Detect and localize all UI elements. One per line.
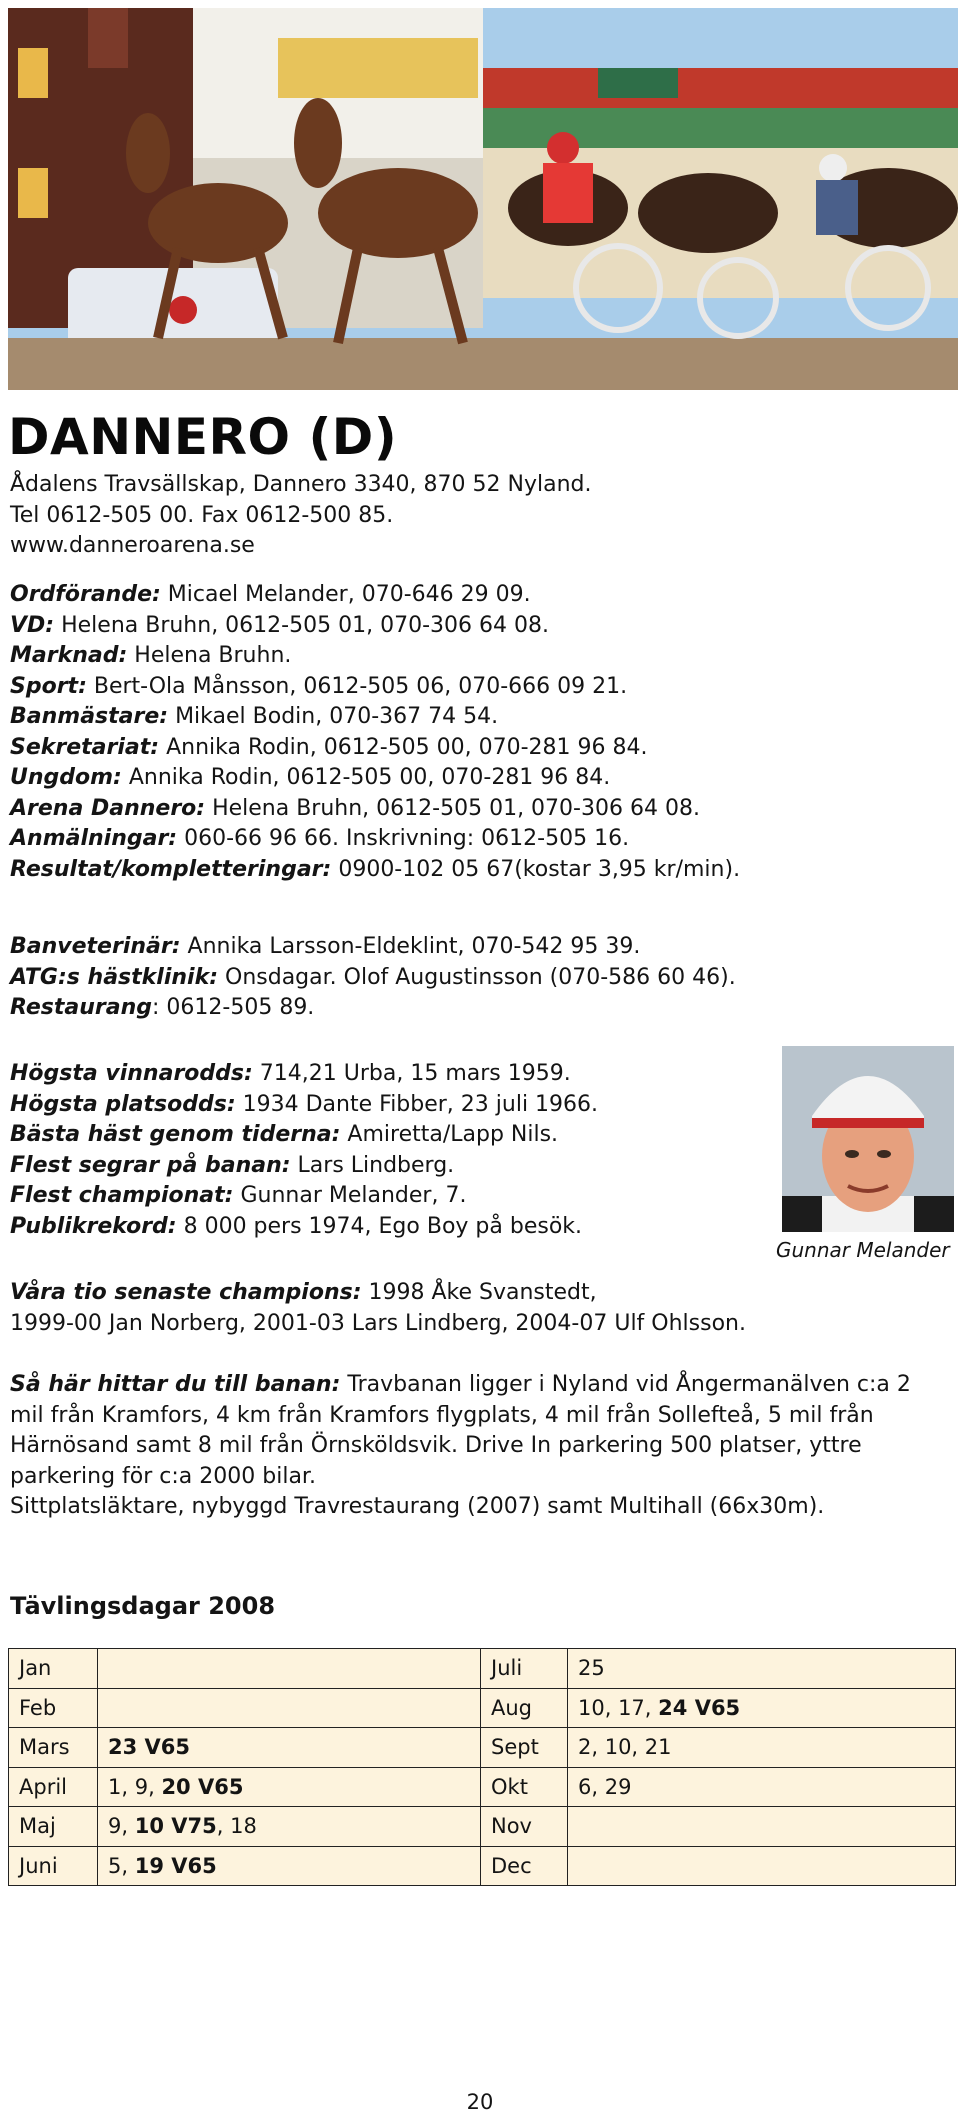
address-block — [10, 470, 592, 562]
record-line: Högsta platsodds: 1934 Dante Fibber, 23 juli 1966. — [10, 1091, 599, 1117]
contact-line: Marknad: Helena Bruhn. — [10, 643, 292, 668]
dates-cell — [568, 1688, 956, 1728]
record-line: Bästa häst genom tiderna: Amiretta/Lapp Nils. — [10, 1122, 559, 1147]
v-race-date: 20 V65 — [161, 1774, 244, 1799]
contacts-block — [10, 580, 740, 885]
dates-cell — [568, 1728, 956, 1768]
race-days-table — [8, 1648, 956, 1886]
v-race-date: 23 V65 — [108, 1735, 191, 1760]
address-line: Ådalens Travsällskap, Dannero 3340, 870 52 Nyland. — [10, 472, 592, 497]
record-line: Publikrekord: 8 000 pers 1974, Ego Boy på besök. — [10, 1213, 583, 1239]
race-date: 25 — [578, 1656, 605, 1681]
phone-fax-line: Tel 0612-505 00. Fax 0612-500 85. — [10, 502, 394, 528]
race-date: 9, — [108, 1814, 135, 1839]
contact-line: Resultat/kompletteringar: 0900-102 05 67(kostar 3,95 kr/min). — [10, 856, 741, 882]
contact-line: Sport: Bert-Ola Månsson, 0612-505 06, 070-666 09 21. — [10, 673, 628, 699]
dates-cell — [568, 1807, 956, 1847]
schedule-row — [9, 1767, 956, 1807]
v-race-date: 10 V75 — [134, 1814, 217, 1839]
records-block — [10, 1059, 598, 1242]
race-date: 1, 9, — [108, 1774, 162, 1799]
dates-cell — [98, 1767, 481, 1807]
schedule-row — [9, 1846, 956, 1886]
dates-cell — [98, 1807, 481, 1847]
portrait-caption: Gunnar Melander — [776, 1238, 950, 1262]
page-title: DANNERO (D) — [8, 408, 398, 466]
race-date: 10, 17, — [578, 1695, 659, 1720]
contact-line: Ungdom: Annika Rodin, 0612-505 00, 070-281 96 84. — [10, 765, 611, 790]
race-date: 2, 10, 21 — [578, 1735, 672, 1760]
schedule-row — [9, 1649, 956, 1689]
champions-block — [10, 1278, 746, 1339]
contact-line: Arena Dannero: Helena Bruhn, 0612-505 01, 070-306 64 08. — [10, 795, 700, 821]
month-cell: April — [9, 1767, 98, 1807]
contact-line: Anmälningar: 060-66 96 66. Inskrivning: 0612-505 16. — [10, 826, 630, 851]
month-cell: Juli — [481, 1649, 568, 1689]
month-cell: Dec — [481, 1846, 568, 1886]
schedule-row — [9, 1728, 956, 1768]
month-cell: Sept — [481, 1728, 568, 1768]
month-cell: Nov — [481, 1807, 568, 1847]
dates-cell — [98, 1728, 481, 1768]
page-number: 20 — [466, 2090, 494, 2114]
schedule-row — [9, 1807, 956, 1847]
month-cell: Mars — [9, 1728, 98, 1768]
month-cell: Maj — [9, 1807, 98, 1847]
contact-line: Ordförande: Micael Melander, 070-646 29 09. — [10, 582, 531, 607]
dates-cell — [98, 1846, 481, 1886]
month-cell: Juni — [9, 1846, 98, 1886]
dates-cell — [568, 1846, 956, 1886]
website-link[interactable]: www.danneroarena.se — [10, 533, 255, 558]
contact-line: VD: Helena Bruhn, 0612-505 01, 070-306 64 08. — [10, 612, 549, 638]
record-line: Flest championat: Gunnar Melander, 7. — [10, 1183, 467, 1208]
month-cell: Feb — [9, 1688, 98, 1728]
schedule-heading: Tävlingsdagar 2008 — [10, 1592, 276, 1620]
race-date: , 18 — [216, 1814, 257, 1839]
v-race-date: 19 V65 — [134, 1853, 217, 1878]
champions-line: Våra tio senaste champions: 1998 Åke Svanstedt, — [10, 1280, 597, 1305]
month-cell: Okt — [481, 1767, 568, 1807]
record-line: Högsta vinnarodds: 714,21 Urba, 15 mars 1959. — [10, 1061, 571, 1086]
month-cell: Jan — [9, 1649, 98, 1689]
header-photo-harness-race — [8, 8, 958, 390]
directions-block — [10, 1370, 950, 1523]
directions-text: Så här hittar du till banan: Travbanan ligger i Nyland vid Ångermanälven c:a 2 mil från Kramfors, 4 km från Kramfors flygplats, 4 mil från Sollefteå, 5 mil från Härnösand samt 8 mil från Örnsköldsvik. Drive In parkering 500 platser, yttre parkering för c:a 2000 bilar. — [10, 1372, 911, 1489]
service-line: ATG:s hästklinik: Onsdagar. Olof Augustinsson (070-586 60 46). — [10, 964, 736, 990]
champions-line: 1999-00 Jan Norberg, 2001-03 Lars Lindberg, 2004-07 Ulf Ohlsson. — [10, 1310, 746, 1336]
contact-line: Sekretariat: Annika Rodin, 0612-505 00, 070-281 96 84. — [10, 734, 648, 760]
facilities-text: Sittplatsläktare, nybyggd Travrestaurang (2007) samt Multihall (66x30m). — [10, 1494, 825, 1519]
month-cell: Aug — [481, 1688, 568, 1728]
v-race-date: 24 V65 — [658, 1695, 741, 1720]
schedule-row — [9, 1688, 956, 1728]
dates-cell — [568, 1767, 956, 1807]
portrait-photo — [782, 1046, 954, 1232]
dates-cell — [98, 1649, 481, 1689]
record-line: Flest segrar på banan: Lars Lindberg. — [10, 1152, 455, 1178]
service-line: Restaurang: 0612-505 89. — [10, 995, 315, 1020]
service-line: Banveterinär: Annika Larsson-Eldeklint, 070-542 95 39. — [10, 934, 641, 959]
race-date: 5, — [108, 1853, 135, 1878]
services-block — [10, 932, 736, 1024]
dates-cell — [98, 1688, 481, 1728]
dates-cell — [568, 1649, 956, 1689]
contact-line: Banmästare: Mikael Bodin, 070-367 74 54. — [10, 704, 499, 729]
race-date: 6, 29 — [578, 1774, 632, 1799]
